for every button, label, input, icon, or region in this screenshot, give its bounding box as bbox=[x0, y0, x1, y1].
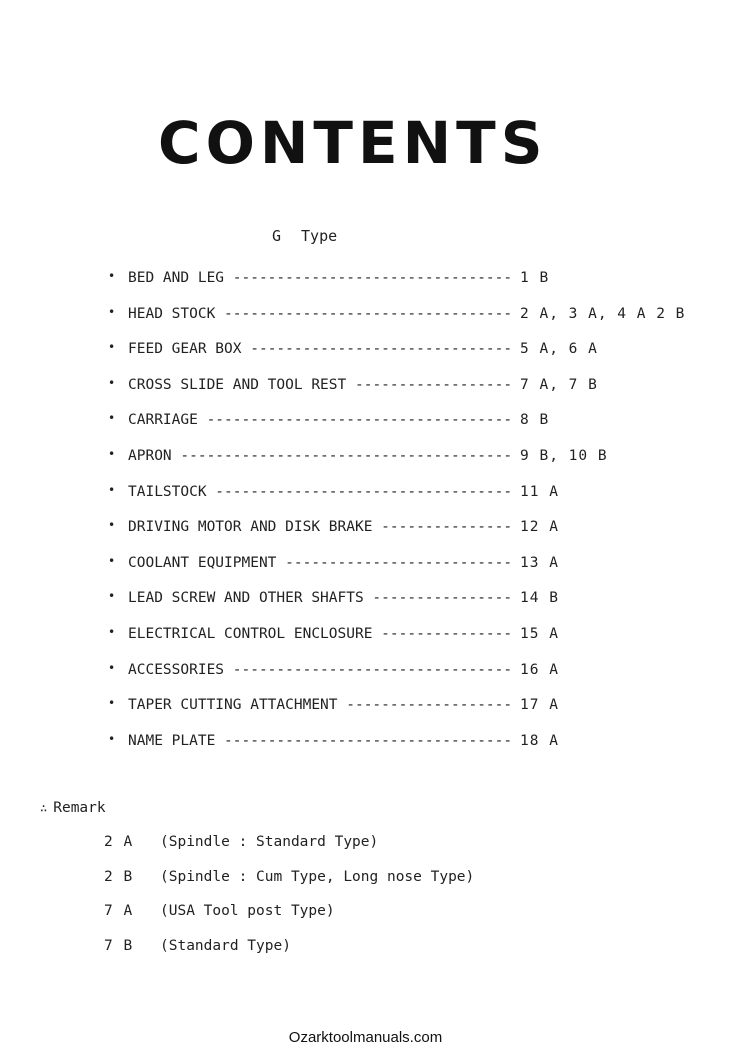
contents-list bbox=[106, 268, 716, 766]
dash-leader: --------------------------------- bbox=[215, 732, 513, 749]
toc-entry bbox=[106, 482, 716, 518]
toc-entry bbox=[106, 660, 716, 696]
dash-leader: ---------------- bbox=[363, 590, 513, 607]
remark-code: 2 B bbox=[104, 868, 134, 885]
toc-entry-pages: 7 A, 7 B bbox=[520, 376, 598, 393]
remark-description: (Standard Type) bbox=[160, 937, 291, 954]
toc-entry-pages: 5 A, 6 A bbox=[520, 341, 598, 358]
toc-entry-label bbox=[128, 268, 512, 288]
toc-entry-pages: 8 B bbox=[520, 412, 550, 429]
toc-entry-pages: 15 A bbox=[520, 625, 559, 642]
toc-entry bbox=[106, 304, 716, 340]
toc-entry-label bbox=[128, 517, 512, 537]
bullet-icon: • bbox=[108, 589, 116, 604]
toc-entry-title: HEAD STOCK bbox=[128, 305, 216, 322]
remark-item bbox=[104, 867, 604, 902]
toc-entry-title: BED AND LEG bbox=[128, 270, 225, 286]
toc-entry-title: CARRIAGE bbox=[128, 412, 198, 429]
toc-entry-title: ACCESSORIES bbox=[128, 661, 225, 678]
toc-entry-title: ELECTRICAL CONTROL ENCLOSURE bbox=[128, 625, 373, 642]
toc-entry-title: COOLANT EQUIPMENT bbox=[128, 554, 277, 571]
toc-entry-title: APRON bbox=[128, 447, 172, 464]
toc-entry-pages: 18 A bbox=[520, 732, 559, 749]
toc-entry bbox=[106, 375, 716, 411]
bullet-icon: • bbox=[108, 446, 116, 461]
toc-entry bbox=[106, 446, 716, 482]
toc-entry-pages: 2 A, 3 A, 4 A 2 B bbox=[520, 305, 686, 322]
toc-entry-label bbox=[128, 553, 512, 573]
dash-leader: ---------------------------------- bbox=[206, 483, 513, 500]
toc-entry bbox=[106, 731, 716, 767]
bullet-icon: • bbox=[108, 518, 116, 533]
toc-entry bbox=[106, 339, 716, 375]
remark-heading bbox=[40, 798, 106, 818]
toc-entry-label bbox=[128, 446, 512, 466]
toc-entry-pages: 12 A bbox=[520, 519, 559, 536]
toc-entry-label bbox=[128, 410, 512, 430]
bullet-icon: • bbox=[108, 269, 116, 283]
subtitle bbox=[272, 226, 337, 246]
remark-label: Remark bbox=[53, 800, 106, 816]
toc-entry-pages: 13 A bbox=[520, 554, 559, 571]
remark-description: (Spindle : Cum Type, Long nose Type) bbox=[160, 868, 475, 885]
bullet-icon: • bbox=[108, 411, 116, 426]
dash-leader: -------------------------- bbox=[276, 554, 513, 571]
bullet-icon: • bbox=[108, 375, 116, 390]
toc-entry bbox=[106, 553, 716, 589]
dash-leader: ------------------- bbox=[337, 697, 513, 714]
toc-entry-pages: 9 B, 10 B bbox=[520, 447, 608, 464]
toc-entry bbox=[106, 695, 716, 731]
dash-leader: ------------------------------ bbox=[241, 341, 513, 358]
toc-entry-title: TAILSTOCK bbox=[128, 483, 207, 500]
remark-code: 7 A bbox=[104, 903, 134, 919]
therefore-icon: ∴ bbox=[40, 801, 48, 815]
dash-leader: -------------------------------- bbox=[224, 270, 513, 286]
toc-entry-title: NAME PLATE bbox=[128, 732, 216, 749]
toc-entry bbox=[106, 268, 716, 304]
toc-entry-title: DRIVING MOTOR AND DISK BRAKE bbox=[128, 519, 373, 536]
dash-leader: --------------------------------- bbox=[215, 305, 513, 322]
toc-entry-pages: 1 B bbox=[520, 270, 550, 286]
remark-item bbox=[104, 832, 604, 867]
dash-leader: -------------------------------- bbox=[224, 661, 513, 678]
toc-entry-label bbox=[128, 375, 512, 395]
bullet-icon: • bbox=[108, 340, 116, 355]
dash-leader: ----------------------------------- bbox=[197, 412, 513, 429]
toc-entry-pages: 17 A bbox=[520, 697, 559, 714]
toc-entry-label bbox=[128, 695, 512, 715]
remark-item bbox=[104, 936, 604, 971]
footer-website: Ozarktoolmanuals.com bbox=[288, 1029, 443, 1046]
toc-entry-title: CROSS SLIDE AND TOOL REST bbox=[128, 376, 347, 393]
toc-entry-title: TAPER CUTTING ATTACHMENT bbox=[128, 697, 338, 714]
subtitle-letter: G bbox=[272, 227, 282, 245]
remark-code: 7 B bbox=[104, 937, 134, 954]
toc-entry-label bbox=[128, 339, 512, 359]
toc-entry-label bbox=[128, 660, 512, 680]
bullet-icon: • bbox=[108, 731, 116, 746]
toc-entry-pages: 11 A bbox=[520, 483, 559, 500]
toc-entry bbox=[106, 624, 716, 660]
dash-leader: --------------- bbox=[372, 625, 513, 642]
toc-entry-pages: 14 B bbox=[520, 590, 559, 607]
bullet-icon: • bbox=[108, 660, 116, 675]
toc-entry-label bbox=[128, 482, 512, 502]
remark-code: 2 A bbox=[104, 834, 134, 850]
remark-description: (Spindle : Standard Type) bbox=[160, 834, 379, 850]
remark-description: (USA Tool post Type) bbox=[160, 903, 335, 919]
dash-leader: -------------------------------------- bbox=[171, 447, 513, 464]
toc-entry bbox=[106, 517, 716, 553]
toc-entry-title: LEAD SCREW AND OTHER SHAFTS bbox=[128, 590, 364, 607]
bullet-icon: • bbox=[108, 696, 116, 711]
toc-entry-label bbox=[128, 304, 512, 324]
page-title: CONTENTS bbox=[158, 109, 548, 177]
toc-entry-label bbox=[128, 624, 512, 644]
subtitle-word: Type bbox=[301, 227, 338, 245]
bullet-icon: • bbox=[108, 482, 116, 497]
remark-list bbox=[104, 832, 604, 970]
dash-leader: --------------- bbox=[372, 519, 513, 536]
remark-item bbox=[104, 901, 604, 936]
bullet-icon: • bbox=[108, 304, 116, 319]
toc-entry-label bbox=[128, 588, 512, 608]
toc-entry-title: FEED GEAR BOX bbox=[128, 341, 242, 358]
toc-entry bbox=[106, 410, 716, 446]
bullet-icon: • bbox=[108, 553, 116, 568]
dash-leader: ------------------ bbox=[346, 376, 513, 393]
bullet-icon: • bbox=[108, 624, 116, 639]
toc-entry-label bbox=[128, 731, 512, 751]
toc-entry-pages: 16 A bbox=[520, 661, 559, 678]
toc-entry bbox=[106, 588, 716, 624]
